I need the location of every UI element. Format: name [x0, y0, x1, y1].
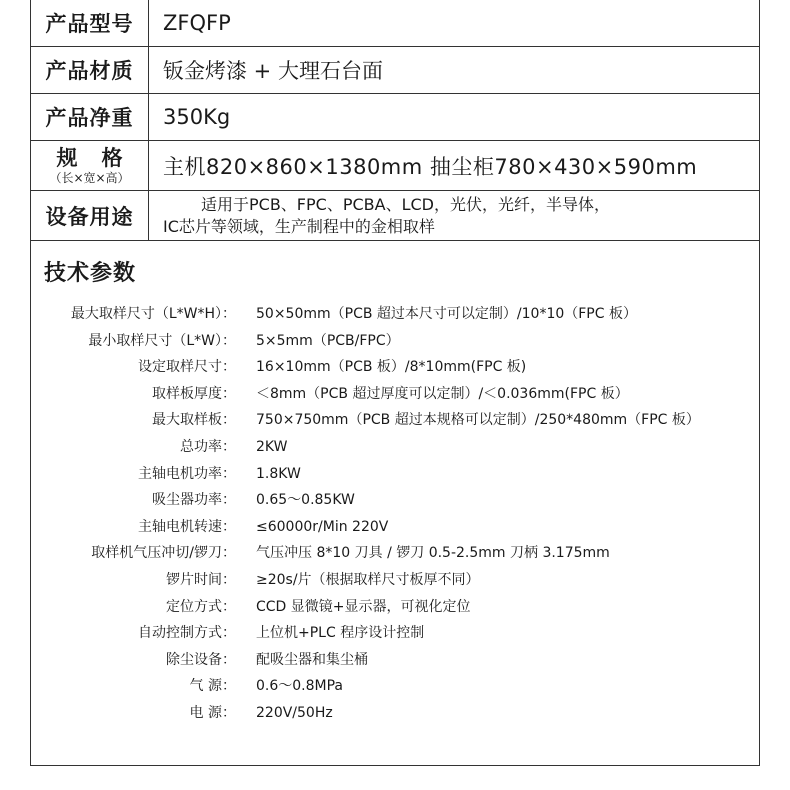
param-label: 主轴电机功率： [138, 465, 236, 482]
param-value: 气压冲压 8*10 刀具 / 锣刀 0.5-2.5mm 刀柄 3.175mm [256, 545, 610, 562]
param-value: 0.65～0.85KW [256, 492, 355, 509]
param-label: 电 源： [189, 705, 236, 721]
param-label: 最大取样尺寸（L*W*H）： [70, 306, 236, 322]
param-value: 上位机+PLC 程序设计控制 [256, 625, 425, 642]
weight-row [31, 94, 759, 141]
param-row [0, 358, 790, 385]
usage-row [31, 191, 759, 241]
param-row [0, 598, 790, 625]
param-value: 0.6～0.8MPa [256, 678, 344, 695]
param-value: ≥20s/片（根据取样尺寸板厚不同） [256, 572, 480, 588]
param-row [0, 544, 790, 571]
usage-value [149, 191, 759, 240]
param-label: 自动控制方式： [138, 625, 236, 642]
param-row [0, 491, 790, 518]
param-row [0, 518, 790, 545]
param-label: 取样板厚度： [152, 385, 236, 402]
param-value: CCD 显微镜+显示器，可视化定位 [256, 598, 471, 615]
param-label: 最小取样尺寸（L*W）： [88, 332, 236, 349]
material-row [31, 47, 759, 94]
param-value: 5×5mm（PCB/FPC） [256, 332, 400, 349]
param-label: 吸尘器功率： [152, 492, 236, 509]
param-label: 除尘设备： [166, 651, 236, 668]
spec-label-main: 规格 [56, 145, 147, 170]
param-row [0, 411, 790, 438]
param-row [0, 465, 790, 492]
param-value: ≤60000r/Min 220V [256, 518, 389, 535]
param-row [0, 332, 790, 359]
param-label: 锣片时间： [166, 572, 236, 588]
param-label: 取样机气压冲切/锣刀： [91, 545, 236, 562]
param-label: 气 源： [189, 678, 236, 695]
param-row [0, 305, 790, 332]
usage-line-2: IC芯片等领域，生产制程中的金相取样 [163, 216, 435, 236]
param-row [0, 438, 790, 465]
param-value: 16×10mm（PCB 板）/8*10mm(FPC 板) [256, 359, 527, 376]
weight-value: 350Kg [163, 105, 231, 129]
material-label: 产品材质 [31, 47, 149, 93]
param-label: 主轴电机转速： [138, 518, 236, 535]
param-row [0, 571, 790, 598]
param-value: 2KW [256, 439, 288, 455]
model-value: ZFQFP [163, 10, 231, 35]
param-label: 最大取样板： [152, 412, 236, 429]
material-value: 钣金烤漆 + 大理石台面 [163, 59, 383, 83]
param-value: 50×50mm（PCB 超过本尺寸可以定制）/10*10（FPC 板） [256, 306, 637, 322]
param-label: 设定取样尺寸： [138, 359, 236, 376]
param-row [0, 651, 790, 678]
param-value: 1.8KW [256, 465, 301, 482]
spec-label-sub: （长×宽×高） [49, 170, 130, 185]
param-row [0, 385, 790, 412]
param-label: 定位方式： [166, 598, 236, 615]
param-row [0, 704, 790, 731]
model-label: 产品型号 [31, 0, 149, 46]
spec-label [31, 141, 149, 190]
usage-label: 设备用途 [31, 191, 149, 240]
spec-row [31, 141, 759, 191]
param-value: 220V/50Hz [256, 705, 333, 721]
param-label: 总功率： [180, 439, 236, 455]
usage-line-1: 适用于PCB、FPC、PCBA、LCD，光伏，光纤，半导体， [201, 194, 610, 214]
weight-label: 产品净重 [31, 94, 149, 140]
param-row [0, 624, 790, 651]
param-value: ＜8mm（PCB 超过厚度可以定制）/＜0.036mm(FPC 板） [256, 385, 629, 402]
tech-params-title: 技术参数 [44, 261, 137, 286]
param-value: 配吸尘器和集尘桶 [256, 651, 368, 668]
spec-value: 主机820×860×1380mm 抽尘柜780×430×590mm [163, 154, 698, 179]
param-row [0, 677, 790, 704]
model-row [31, 0, 759, 47]
param-value: 750×750mm（PCB 超过本规格可以定制）/250*480mm（FPC 板） [256, 412, 700, 429]
